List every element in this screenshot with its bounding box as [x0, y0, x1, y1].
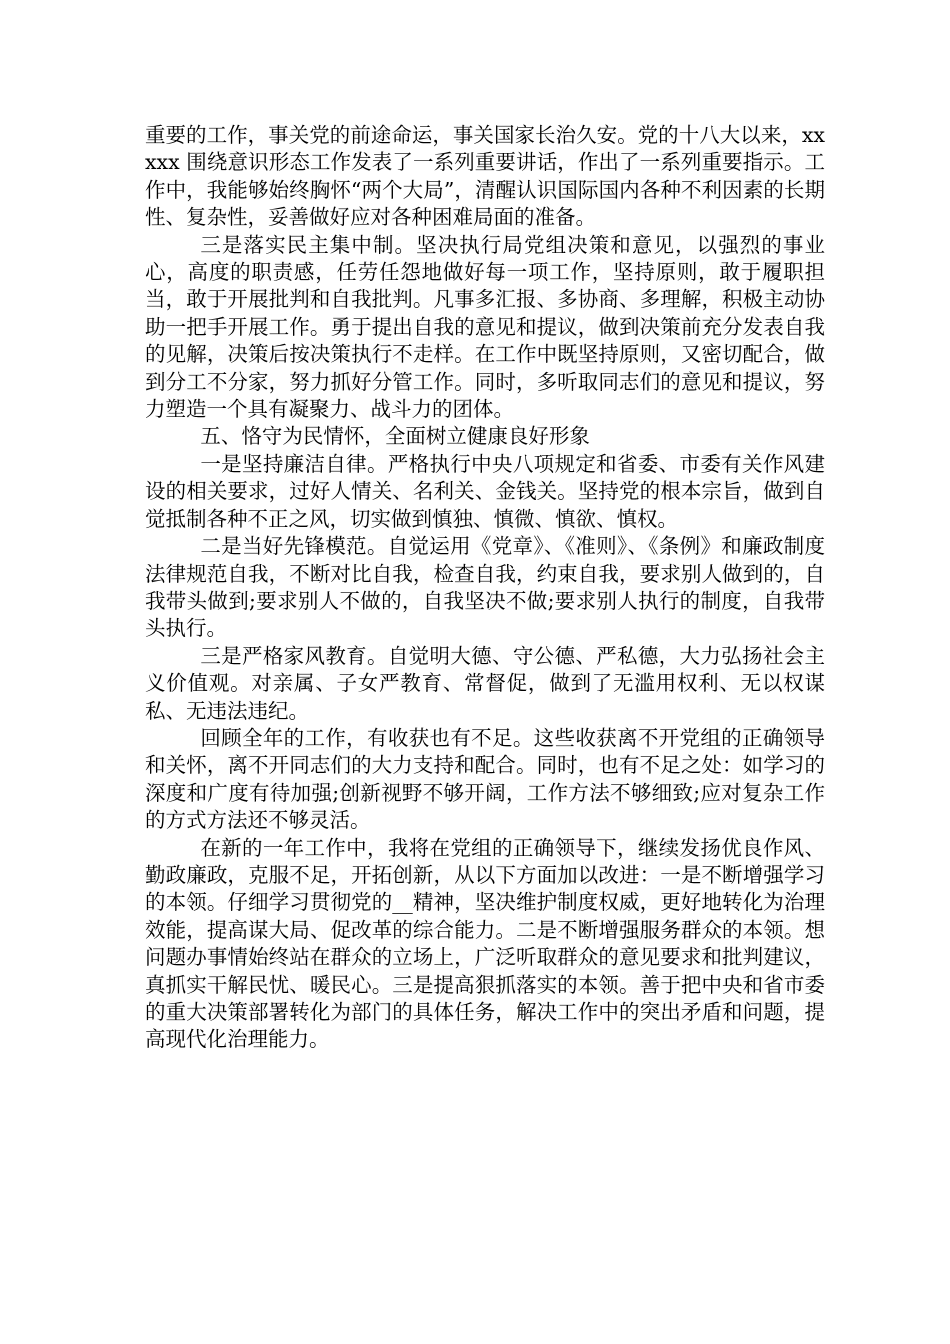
paragraph-democratic-centralism: 三是落实民主集中制。坚决执行局党组决策和意见，以强烈的事业心，高度的职责感，任劳任怨地做好每一项工作，坚持原则，敢于履职担当，敢于开展批判和自我批判。凡事多汇报、多协商、多理解，积极主动协助一把手开展工作。勇于提出自我的意见和提议，做到决策前充分发表自我的见解，决策后按决策执行不走样。在工作中既坚持原则，又密切配合，做到分工不分家，努力抓好分管工作。同时，多听取同志们的意见和提议，努力塑造一个具有凝聚力、战斗力的团体。: [145, 232, 825, 422]
document-page: [145, 122, 825, 1054]
paragraph-new-year-plan: 在新的一年工作中，我将在党组的正确领导下，继续发扬优良作风、勤政廉政，克服不足，开拓创新，从以下方面加以改进：一是不断增强学习的本领。仔细学习贯彻党的__精神，坚决维护制度权威，更好地转化为治理效能，提高谋大局、促改革的综合能力。二是不断增强服务群众的本领。想问题办事情始终站在群众的立场上，广泛听取群众的意见要求和批判建议，真抓实干解民忧、暖民心。三是提高狠抓落实的本领。善于把中央和省市委的重大决策部署转化为部门的具体任务，解决工作中的突出矛盾和问题，提高现代化治理能力。: [145, 835, 825, 1052]
section-heading-five: 五、恪守为民情怀，全面树立健康良好形象: [200, 424, 590, 449]
paragraph-integrity: 一是坚持廉洁自律。严格执行中央八项规定和省委、市委有关作风建设的相关要求，过好人情关、名利关、金钱关。坚持党的根本宗旨，做到自觉抵制各种不正之风，切实做到慎独、慎微、慎欲、慎权。: [145, 451, 825, 531]
paragraph-intro-continuation: 重要的工作，事关党的前途命运，事关国家长治久安。党的十八大以来，xxxxx 围绕意识形态工作发表了一系列重要讲话，作出了一系列重要指示。工作中，我能够始终胸怀“两个大局”，清醒认识国际国内各种不利因素的长期性、复杂性，妥善做好应对各种困难局面的准备。: [145, 123, 825, 230]
paragraph-family-education: 三是严格家风教育。自觉明大德、守公德、严私德，大力弘扬社会主义价值观。对亲属、子女严教育、常督促，做到了无滥用权利、无以权谋私、无违法违纪。: [145, 643, 825, 723]
paragraph-year-review: 回顾全年的工作，有收获也有不足。这些收获离不开党组的正确领导和关怀，离不开同志们的大力支持和配合。同时，也有不足之处：如学习的深度和广度有待加强;创新视野不够开阔，工作方法不够细致;应对复杂工作的方式方法还不够灵活。: [145, 725, 825, 833]
paragraph-exemplary-role: 二是当好先锋模范。自觉运用《党章》、《准则》、《条例》和廉政制度法律规范自我，不断对比自我，检查自我，约束自我，要求别人做到的，自我带头做到;要求别人不做的，自我坚决不做;要求别人执行的制度，自我带头执行。: [145, 534, 825, 641]
